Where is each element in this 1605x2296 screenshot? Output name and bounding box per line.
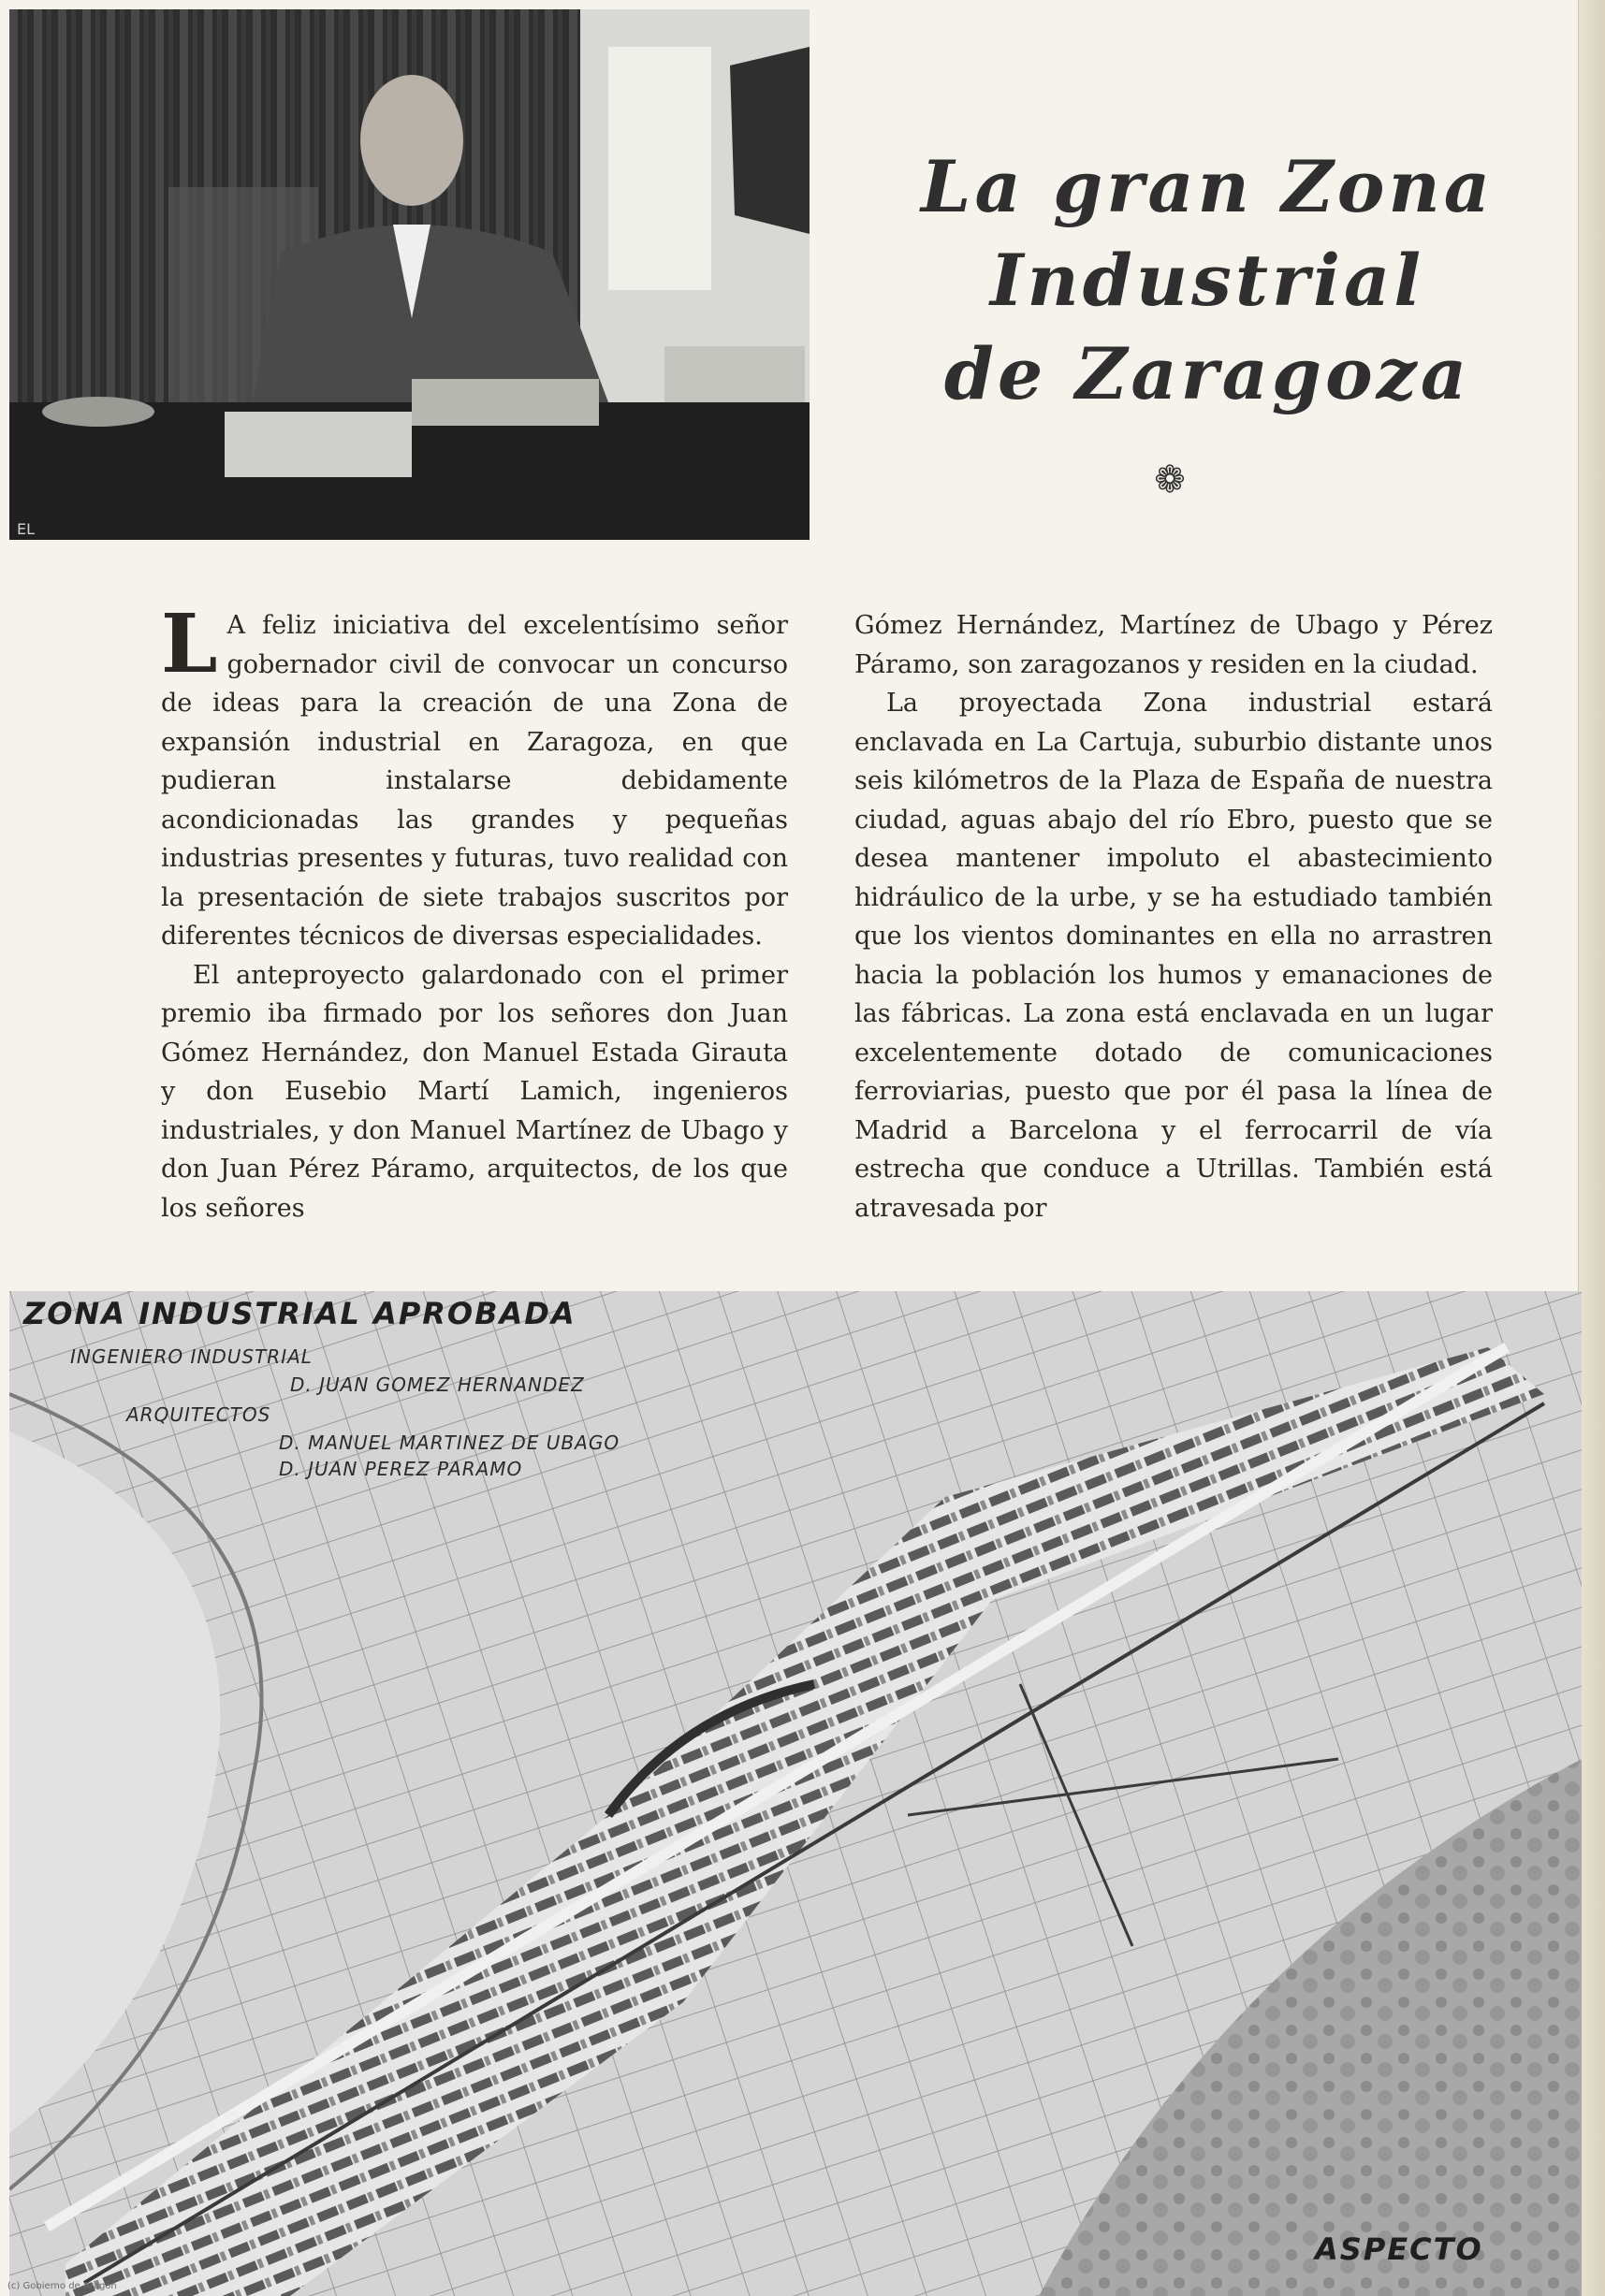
credit-architect-2: D. JUAN PEREZ PARAMO [279,1458,523,1480]
title-line: de Zaragoza [943,332,1471,415]
page-edge [1578,0,1605,2296]
footer-credit: (c) Gobierno de Aragón [7,2281,117,2291]
article-column-left [161,597,788,1228]
photo-caption: EL [17,520,36,538]
title-line: Industrial [989,239,1425,322]
article-paragraph: Gómez Hernández, Martínez de Ubago y Pérez Páramo, son zaragozanos y residen en la ciudad. [854,611,1493,679]
title-line: La gran Zona [921,145,1494,228]
credit-engineer-name: D. JUAN GOMEZ HERNANDEZ [290,1373,585,1396]
article-paragraph: El anteproyecto galardonado con el primer premio iba firmado por los señores don Juan Gómez Hernández, don Manuel Estada Girauta y don Eusebio Martí Lamich, ingenieros industriales, y don Manuel Martínez de Ubago y don Juan Pérez Páramo, arquitectos, de los que los señores [161,960,788,1223]
article-paragraph: La proyectada Zona industrial estará enclavada en La Cartuja, suburbio distante unos seis kilómetros de la Plaza de España de nuestra ciudad, aguas abajo del río Ebro, puesto que se desea mantener impoluto el abastecimiento hidráulico de la urbe, y se ha estudiado también que los vientos dominantes en ella no arrastren hacia la población los humos y emanaciones de las fábricas. La zona está enclavada en un lugar excelentemente dotado de comunicaciones ferroviarias, puesto que por él pasa la línea de Madrid a Barcelona y el ferrocarril de vía estrecha que conduce a Utrillas. También está atravesada por [854,689,1493,1223]
article-paragraph [161,597,788,956]
aerial-title: ZONA INDUSTRIAL APROBADA [23,1296,576,1331]
credit-architects-role: ARQUITECTOS [126,1403,271,1426]
portrait-photo [9,9,810,540]
aerial-perspective-image [9,1291,1582,2296]
flower-ornament-icon: ❁ [1154,458,1186,501]
paragraph-text: A feliz iniciativa del excelentísimo señor gobernador civil de convocar un concurso de ideas para la creación de una Zona de expansión industrial en Zaragoza, en que pudieran instalarse debidamente acondicionadas las grandes y pequeñas industrias presentes y futuras, tuvo realidad con la presentación de siete trabajos suscritos por diferentes técnicos de diversas especialidades. [161,611,788,951]
drop-cap: L [161,597,218,691]
article-column-right [854,606,1493,1228]
credit-architect-1: D. MANUEL MARTINEZ DE UBAGO [279,1431,620,1454]
credit-engineer-role: INGENIERO INDUSTRIAL [70,1345,313,1368]
aerial-corner-label: ASPECTO [1315,2231,1483,2267]
page-title [842,140,1572,421]
